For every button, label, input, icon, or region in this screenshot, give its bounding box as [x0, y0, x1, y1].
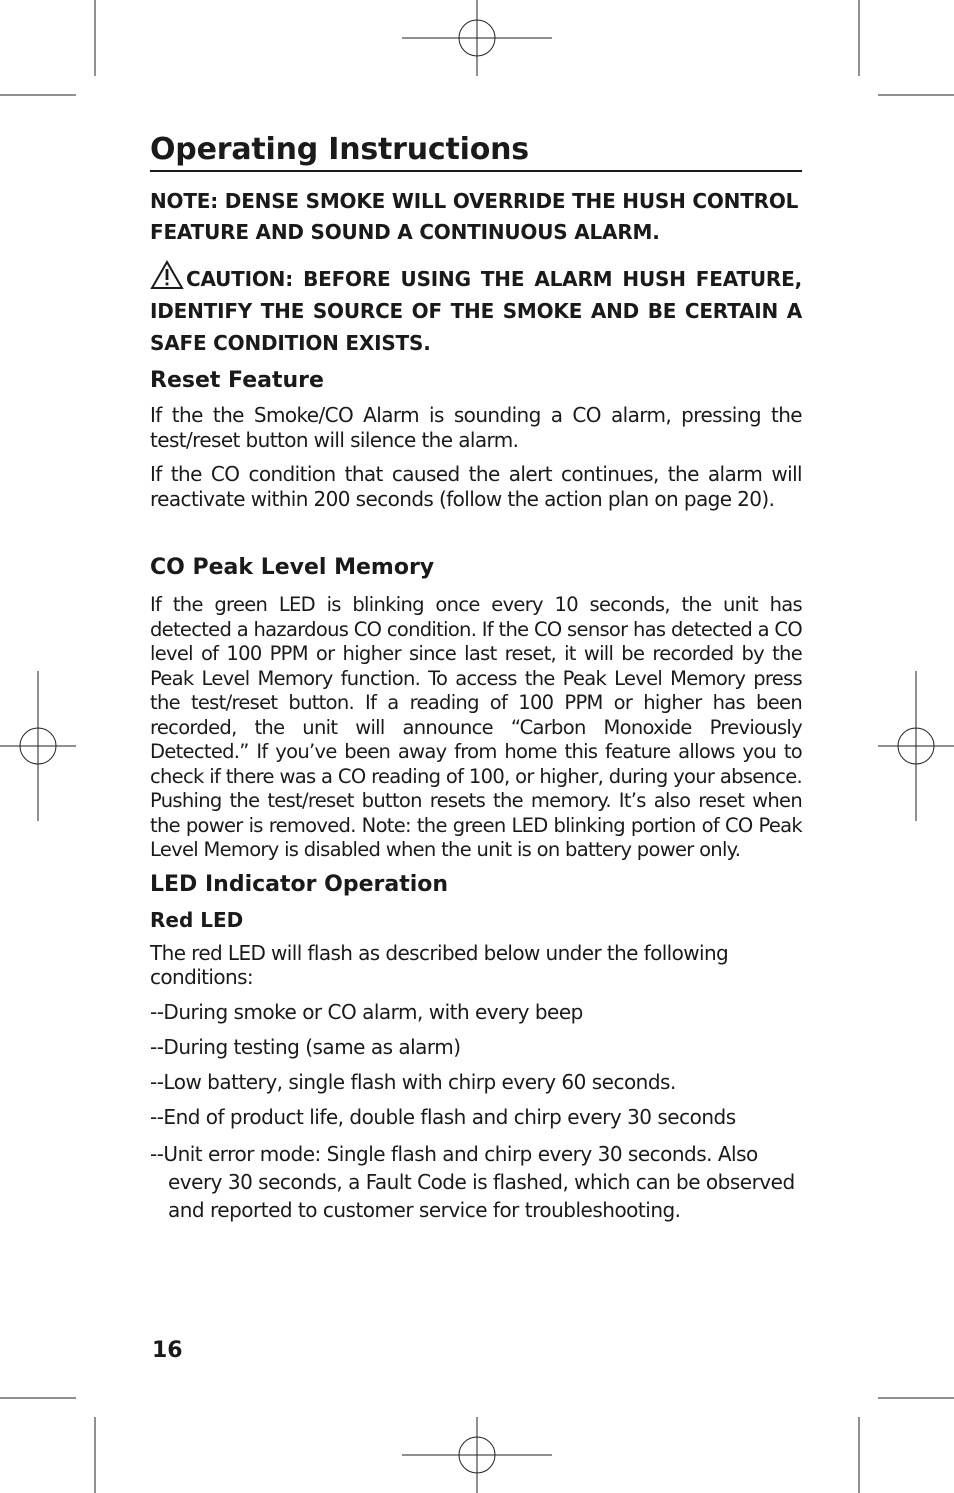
led-heading: LED Indicator Operation [150, 871, 449, 897]
note-text: NOTE: DENSE SMOKE WILL OVERRIDE THE HUSH CONTROL FEATURE AND SOUND A CONTINUOUS ALARM. [150, 189, 799, 244]
led-intro: The red LED will flash as described below under the following conditions: [150, 940, 729, 989]
page-content [150, 132, 802, 1235]
caution-block [150, 260, 802, 359]
list-item: --Low battery, single flash with chirp every 60 seconds. [150, 1069, 676, 1094]
list-item: --During smoke or CO alarm, with every beep [150, 999, 583, 1024]
page-number: 16 [152, 1338, 183, 1363]
reset-heading: Reset Feature [150, 368, 324, 393]
reset-paragraph-2: If the CO condition that caused the alert continues, the alarm will reactivate within 200 seconds (follow the action plan on page 20). [150, 462, 802, 511]
peak-paragraph: If the green LED is blinking once every 10 seconds, the unit has detected a hazardous CO condition. If the CO sensor has detected a CO level of 100 PPM or higher since last reset, it will be recorded by the Peak Level Memory function. To access the Peak Level Memory press the test/reset button. If a reading of 100 PPM or higher has been recorded, the unit will announce “Carbon Monoxide Previously Detected.” If you’ve been away from home this feature allows you to check if there was a CO reading of 100, or higher, during your absence. Pushing the test/reset button resets the memory. It’s also reset when the power is removed. Note: the green LED blinking portion of CO Peak Level Memory is disabled when the unit is on battery power only. [150, 593, 802, 861]
caution-text: CAUTION: BEFORE USING THE ALARM HUSH FEATURE, IDENTIFY THE SOURCE OF THE SMOKE AND BE CERTAIN A SAFE CONDITION EXISTS. [150, 267, 802, 355]
list-item: --During testing (same as alarm) [150, 1034, 461, 1059]
reset-paragraph-1: If the the Smoke/CO Alarm is sounding a CO alarm, pressing the test/reset button will silence the alarm. [150, 403, 802, 452]
led-condition-list [150, 1000, 802, 1224]
list-item: --Unit error mode: Single flash and chirp every 30 seconds. Also every 30 seconds, a Fault Code is flashed, which can be observed and reported to customer service for troubleshooting. [150, 1141, 795, 1222]
peak-heading: CO Peak Level Memory [150, 555, 435, 580]
red-led-subheading: Red LED [150, 907, 244, 932]
page-title: Operating Instructions [150, 132, 802, 172]
list-item: --End of product life, double flash and chirp every 30 seconds [150, 1104, 736, 1129]
warning-triangle-icon [150, 260, 184, 290]
